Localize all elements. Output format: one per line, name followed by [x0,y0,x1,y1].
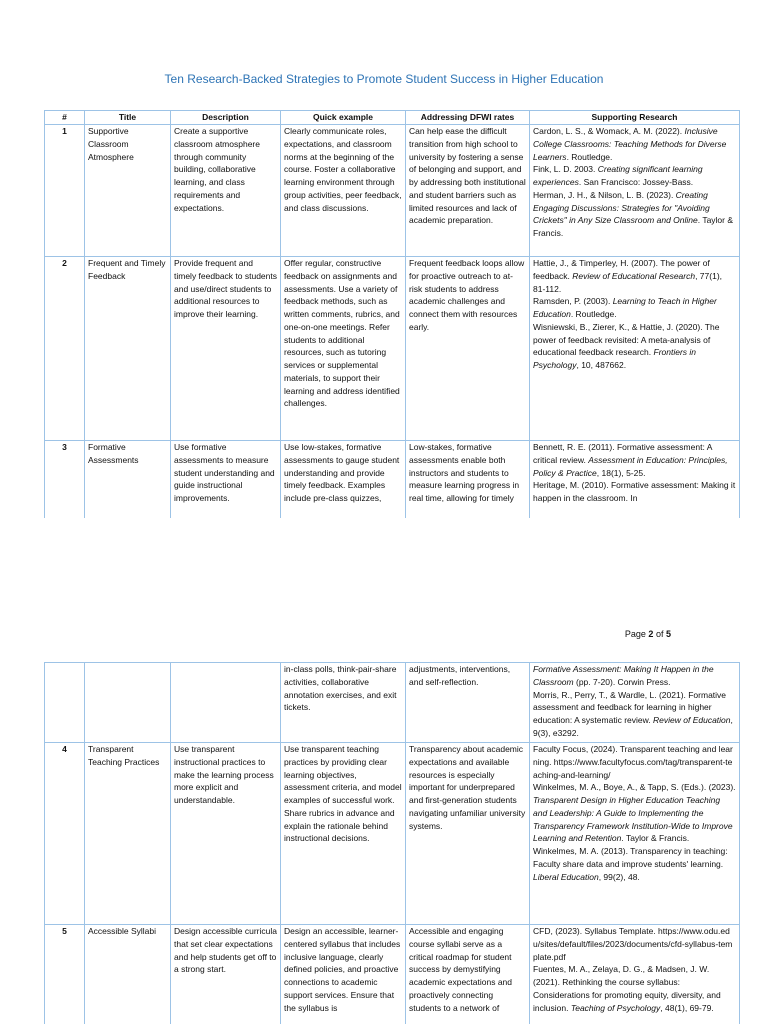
reference: Winkelmes, M. A. (2013). Transparency in teaching: Faculty share data and improve students' learning. Liberal Education, 99(2), 48. [533,846,728,882]
row-dfwi: Can help ease the difficult transition from high school to university by fostering a sense of belonging and support, and by addressing both institutional and student barriers such as limited resources and lack of academic preparation. [406,125,530,257]
row-description: Use transparent instructional practices to make the learning process more explicit and understandable. [171,743,281,925]
row-dfwi: adjustments, interventions, and self-reflection. [406,663,530,743]
row-example: Design an accessible, learner-centered syllabus that includes inclusive language, clearly defined policies, and proactive connections to academic support services. Ensure that the syllabus is [281,925,406,1024]
reference: Fuentes, M. A., Zelaya, D. G., & Madsen, J. W. (2021). Rethinking the course syllabus: Considerations for promoting equity, diversity, and inclusion. Teaching of Psychology, 48(1), 69-79. [533,964,721,1013]
row-number: 3 [45,441,85,519]
reference: Morris, R., Perry, T., & Wardle, L. (2021). Formative assessment and feedback for learning in higher education: A systematic review. Review of Education, 9(3), e3292. [533,689,733,738]
row-example: in-class polls, think-pair-share activities, collaborative annotation exercises, and exit tickets. [281,663,406,743]
row-number: 1 [45,125,85,257]
reference: Fink, L. D. 2003. Creating significant learning experiences. San Francisco: Jossey-Bass. [533,164,703,187]
row-title: Accessible Syllabi [85,925,171,1024]
reference: Wisniewski, B., Zierer, K., & Hattie, J. (2020). The power of feedback revisited: A meta-analysis of educational feedback research. Frontiers in Psychology, 10, 487662. [533,321,720,370]
header-title: Title [85,111,171,125]
row-number: 2 [45,257,85,441]
header-quick-example: Quick example [281,111,406,125]
row-research [530,925,740,1024]
row-description: Design accessible curricula that set clear expectations and help students get off to a strong start. [171,925,281,1024]
header-research: Supporting Research [530,111,740,125]
header-num: # [45,111,85,125]
row-example: Offer regular, constructive feedback on assignments and assessments. Use a variety of feedback methods, such as written comments, rubrics, and one-on-one meetings. Refer students to additional resources, such as tutoring services or supplemental materials, to support their learning and address identified challenges. [281,257,406,441]
reference: Formative Assessment: Making It Happen in the Classroom (pp. 7-20). Corwin Press. [533,664,714,687]
row-dfwi: Accessible and engaging course syllabi serve as a critical roadmap for student success by demystifying academic expectations and proactively connecting students to a network of [406,925,530,1024]
strategies-table-page-2 [44,662,740,1024]
table-row [45,743,740,925]
reference: Heritage, M. (2010). Formative assessment: Making it happen in the classroom. In [533,480,736,503]
row-title: Supportive Classroom Atmosphere [85,125,171,257]
page-number: Page 2 of 5 [624,629,671,639]
header-description: Description [171,111,281,125]
row-dfwi: Frequent feedback loops allow for proactive outreach to at-risk students to address academic challenges and connect them with resources early. [406,257,530,441]
row-description: Use formative assessments to measure student understanding and guide instructional improvements. [171,441,281,519]
row-example: Use transparent teaching practices by providing clear learning objectives, assessment criteria, and model examples of successful work. Share rubrics in advance and explain the rationale behind instructional decisions. [281,743,406,925]
row-example: Clearly communicate roles, expectations, and classroom norms at the beginning of the course. Foster a collaborative learning environment through group activities, peer feedback, and class discussions. [281,125,406,257]
row-title: Formative Assessments [85,441,171,519]
row-research [530,663,740,743]
reference: Faculty Focus, (2024). Transparent teaching and learning. https://www.facultyfocus.com/tag/transparent-teaching-and-learning/ [533,744,733,780]
row-dfwi: Transparency about academic expectations and available resources is especially important for underprepared and first-generation students navigating unfamiliar university systems. [406,743,530,925]
reference: Cardon, L. S., & Womack, A. M. (2022). Inclusive College Classrooms: Teaching Methods for Diverse Learners. Routledge. [533,126,727,162]
row-title [85,663,171,743]
row-number: 5 [45,925,85,1024]
row-number: 4 [45,743,85,925]
row-research [530,743,740,925]
table-row [45,925,740,1024]
row-description [171,663,281,743]
row-number [45,663,85,743]
row-example: Use low-stakes, formative assessments to gauge student understanding and provide timely feedback. Examples include pre-class quizzes, [281,441,406,519]
row-title: Frequent and Timely Feedback [85,257,171,441]
header-dfwi: Addressing DFWI rates [406,111,530,125]
row-description: Create a supportive classroom atmosphere through community building, collaborative learning, and class requirements and expectations. [171,125,281,257]
table-row [45,663,740,743]
reference: Herman, J. H., & Nilson, L. B. (2023). Creating Engaging Discussions: Strategies for "Avoiding Crickets" in Any Size Classroom and Online. Taylor & Francis. [533,189,734,238]
reference: Hattie, J., & Timperley, H. (2007). The power of feedback. Review of Educational Research, 77(1), 81-112. [533,258,723,294]
row-title: Transparent Teaching Practices [85,743,171,925]
document-title: Ten Research-Backed Strategies to Promote Student Success in Higher Education [164,72,604,86]
reference: Ramsden, P. (2003). Learning to Teach in Higher Education. Routledge. [533,296,717,319]
reference: Winkelmes, M. A., Boye, A., & Tapp, S. (Eds.). (2023). Transparent Design in Higher Education Teaching and Leadership: A Guide to Implementing the Transparency Framework Institution-Wide to Improve Learning and Retention. Taylor & Francis. [533,782,736,844]
reference: CFD, (2023). Syllabus Template. https://www.odu.edu/sites/default/files/2023/documents/cfd-syllabus-template.pdf [533,926,733,962]
reference: Bennett, R. E. (2011). Formative assessment: A critical review. Assessment in Education: Principles, Policy & Practice, 18(1), 5-25. [533,442,728,478]
row-description: Provide frequent and timely feedback to students and use/direct students to additional resources to improve their learning. [171,257,281,441]
row-dfwi: Low-stakes, formative assessments enable both instructors and students to measure learning progress in real time, allowing for timely [406,441,530,519]
